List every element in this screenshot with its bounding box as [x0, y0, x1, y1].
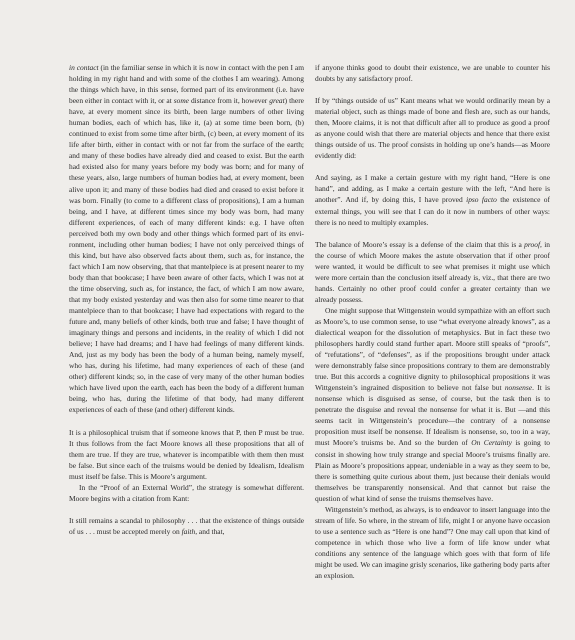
paragraph: In the “Proof of an External World”, the strategy is somewhat different. Moore begins with a citation from Kant:: [69, 482, 304, 503]
italic-text: proof: [524, 239, 541, 249]
text-run: It still remains a scandal to philosophy . . . that the existence of things outside of us . . . must be accepted merely on: [69, 515, 304, 536]
text-run: One might suppose that Wittgenstein would sympathize with an effort such as Moore’s, to use common sense, to use “what everyone already knows”, as a dialectical weapon for the dissolution of metaphysics. But in fact these two philosophers hardly could stand further apart. Moore still speaks of “proofs”, of “refutations”, of “defenses”, as if the propositions brought under attack were demonstrably false since propositions contrary to them are demonstrably true. But this accords a cognitive dignity to philosophical propositions it was Wittgenstein’s ingrained disposition to believe not false but: [315, 305, 550, 393]
text-run: . It is nonsense which is disguised as sense, of course, but the task then is to penetrate the disguise and reveal the nonsense for what it is. But —and this seems tacit in Wittgenstein’s procedure—the contrary of a nonsense proposition must itself be nonsense. If Idealism is nonsense, so, too in a way, must Moore’s truisms be. And so the burden of: [315, 383, 550, 448]
text-run: And saying, as I make a certain gesture with my right hand, “Here is one hand”, and adding, as I make a certain gesture with the left, “And here is another”. And if, by doing this, I have proved: [315, 173, 550, 205]
paragraph: If by “things outside of us” Kant means what we would ordinarily mean by a material object, such as things made of bone and flesh are, such as our hands, then, Moore claims, it is not that difficult after all to produce as good a proof as anyone could wish that there are material objects and hence that there exist things outside of us. The proof consists in holding up one’s hands—as Moore evidently did:: [315, 96, 550, 161]
paragraph: [315, 239, 550, 305]
italic-text: great: [269, 96, 285, 106]
italic-text: nonsense: [504, 383, 533, 393]
block-quote: [69, 515, 304, 537]
italic-text: in contact: [69, 63, 99, 72]
italic-text: On Certainty: [471, 438, 512, 448]
block-quote: if anyone thinks good to doubt their existence, we are unable to counter his doubts by any satisfactory proof.: [315, 63, 550, 84]
italic-text: ipso facto: [466, 195, 497, 205]
text-run: (in the familiar sense in which it is now in contact with the pen I am holding in my right hand and with some of the clothes I am wearing). Among the things which have, in this sense, formed part of its environment (i.e. have been either in contact with it, or at: [69, 63, 304, 106]
italic-text: some: [173, 96, 189, 106]
paragraph: [315, 305, 550, 504]
text-run: distance from it, however: [189, 96, 270, 106]
text-run: , in the course of which Moore makes the astute observation that if other proof were wanted, it would be difficult to see what premises it might use which were more certain than the conclusion itself already is, viz., that there are two hands. Certainly no other proof could confer a greater certainty than we already possess.: [315, 239, 550, 304]
text-run: The balance of Moore’s essay is a defense of the claim that this is a: [315, 239, 525, 249]
paragraph: Wittgenstein’s method, as always, is to endeavor to insert language into the stream of life. So where, in the stream of life, might I or anyone have occasion to use a sentence such as “Here is one hand”? One may call upon that kind of competence in which those who live a form of life know under what conditions any sentence of the language which goes with that form of life might be used. We can imagine grisly scenarios, like gathering body parts after an explosion.: [315, 504, 550, 581]
text-run: , and that,: [195, 526, 225, 536]
text-run: the existence of external things, you will see that I can do it now in numbers of other ways: there is no need to multiply examples.: [315, 195, 550, 227]
right-column: [315, 62, 550, 581]
paragraph: It is a philosophical truism that if someone knows that P, then P must be true. It thus follows from the fact Moore knows all these propositions that all of them are true. If they are true, whatever is incompatible with them then must be false. But since each of the truisms would be denied by Idealism, Idealism must itself be false. This is Moore’s argument.: [69, 427, 304, 481]
paragraph: [69, 62, 304, 416]
left-column: [69, 62, 304, 537]
italic-text: faith: [181, 526, 196, 536]
text-run: ) there have, at every moment since its birth, been large numbers of other living human bodies, each of which has, like it, (a) at some time been born, (b) continued to exist from some time after birth, (c) been, at every moment of its life after birth, either in contact with or not far from the surface of the earth; and many of these bodies have already died and ceased to exist. But the earth had existed also for many years before my body was born; and for many of these years, also, large numbers of human bodies had, at every moment, been alive upon it; and many of these bodies had died and ceased to exist before it was born. Finally (to come to a different class of propositions), I am a human being, and I have, at different times since my body was born, had many different experiences, of each of many different kinds: e.g. I have often perceived both my own body and other things which formed part of its environment, including other human bodies; I have not only perceived things of this kind, but have also observed facts about them, such as, for instance, the fact which I am now observing, that that mantelpiece is at present nearer to my body than that bookcase; I have been aware of other facts, which I was not at the time observing, such as, for instance, the fact, of which I am now aware, that my body existed yesterday and was then also for some time nearer to that mantelpiece than to that bookcase; I have had expectations with regard to the future and, many beliefs of other kinds, both true and false; I have thought of imaginary things and persons and incidents, in the reality of which I did not believe; I have had dreams; and I have had feelings of many different kinds. And, just as my body has been the body of a human being, namely myself, who has, during his lifetime, had many experiences of each of these (and other) different kinds; so, in the case of very many of the other human bodies which have lived upon the earth, each has been the body of a different human being, who has, during the lifetime of that body, had many different experiences of each of these (and other) different kinds.: [69, 96, 304, 415]
block-quote: [315, 172, 550, 227]
text-run: is going to consist in showing how truly strange and special Moore’s truisms finally are. Plain as Moore’s propositions appear, undeniable in a way as they seem to be, there is something quite curious about them, just because their denials would themselves be transparently nonsensical. And that cannot but raise the question of what kind of sense the truisms themselves have.: [315, 438, 550, 503]
